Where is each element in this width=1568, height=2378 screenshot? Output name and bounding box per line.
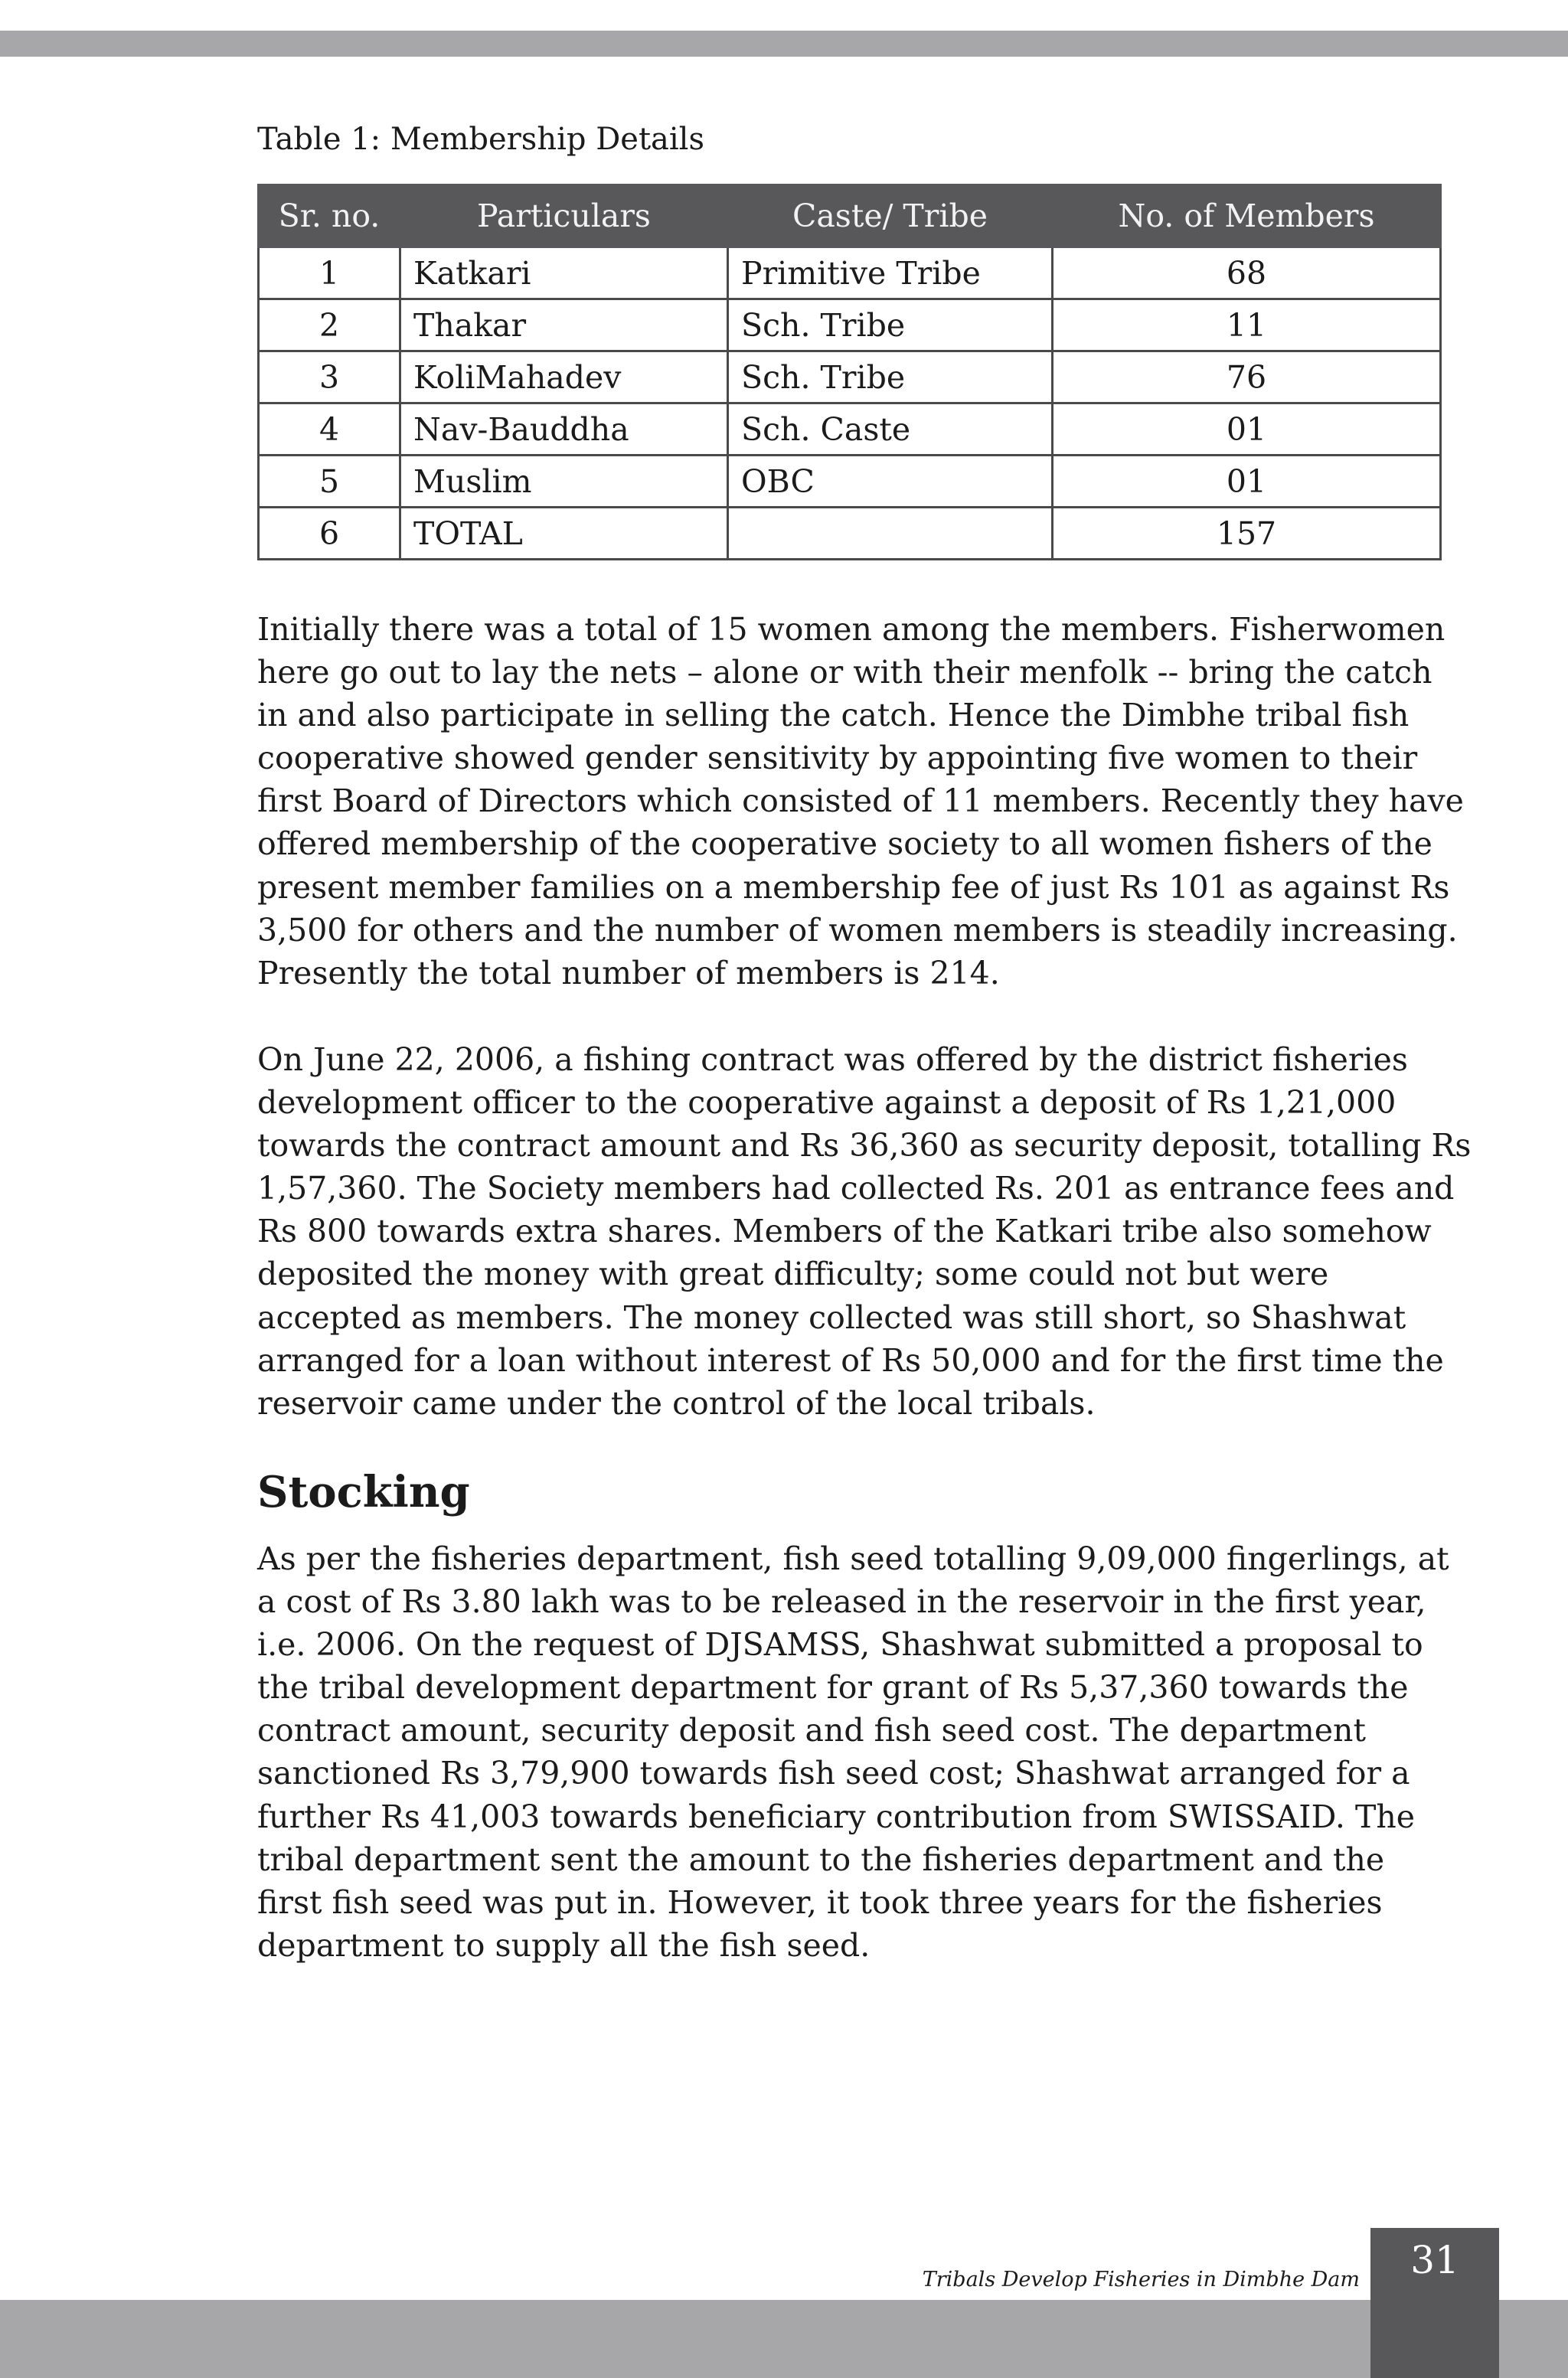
cell-particulars: Muslim: [400, 456, 728, 508]
text-line: offered membership of the cooperative society to all women fishers of the: [257, 825, 1432, 863]
cell-members: 76: [1053, 351, 1441, 403]
header-particulars: Particulars: [400, 185, 728, 247]
cell-particulars: Thakar: [400, 299, 728, 351]
cell-particulars: Nav-Bauddha: [400, 403, 728, 456]
text-line: here go out to lay the nets – alone or with their menfolk -- bring the catch: [257, 654, 1432, 691]
text-line: development officer to the cooperative against a deposit of Rs 1,21,000: [257, 1084, 1396, 1122]
table-row: [259, 299, 1441, 351]
table-row: [259, 351, 1441, 403]
text-line: 1,57,360. The Society members had collected Rs. 201 as entrance fees and: [257, 1170, 1455, 1207]
cell-particulars: TOTAL: [400, 508, 728, 560]
cell-members: 01: [1053, 456, 1441, 508]
text-line: sanctioned Rs 3,79,900 towards fish seed cost; Shashwat arranged for a: [257, 1755, 1410, 1792]
cell-members: 157: [1053, 508, 1441, 560]
table-caption: Table 1: Membership Details: [257, 122, 704, 157]
text-line: towards the contract amount and Rs 36,360 as security deposit, totalling Rs: [257, 1127, 1472, 1165]
table-row: [259, 456, 1441, 508]
table-header-row: [259, 185, 1441, 247]
table-row: [259, 247, 1441, 299]
cell-sr-no: 5: [259, 456, 400, 508]
text-line: reservoir came under the control of the local tribals.: [257, 1384, 1096, 1422]
text-line: a cost of Rs 3.80 lakh was to be released in the reservoir in the first year,: [257, 1583, 1426, 1621]
text-line: the tribal development department for grant of Rs 5,37,360 towards the: [257, 1669, 1409, 1707]
text-line: Presently the total number of members is 214.: [257, 954, 1000, 991]
cell-sr-no: 1: [259, 247, 400, 299]
bottom-decorative-band: [0, 2300, 1568, 2378]
text-line: arranged for a loan without interest of Rs 50,000 and for the first time the: [257, 1341, 1444, 1379]
text-line: tribal department sent the amount to the fisheries department and the: [257, 1841, 1385, 1878]
text-line: contract amount, security deposit and fish seed cost. The department: [257, 1712, 1366, 1749]
text-line: i.e. 2006. On the request of DJSAMSS, Shashwat submitted a proposal to: [257, 1626, 1423, 1664]
cell-particulars: Katkari: [400, 247, 728, 299]
header-caste-tribe: Caste/ Tribe: [728, 185, 1053, 247]
text-line: first fish seed was put in. However, it took three years for the fisheries: [257, 1883, 1383, 1921]
text-line: in and also participate in selling the catch. Hence the Dimbhe tribal fish: [257, 697, 1410, 734]
text-line: On June 22, 2006, a fishing contract was offered by the district fisheries: [257, 1041, 1408, 1078]
text-line: first Board of Directors which consisted of 11 members. Recently they have: [257, 782, 1464, 820]
cell-caste-tribe: [728, 508, 1053, 560]
cell-caste-tribe: Sch. Tribe: [728, 351, 1053, 403]
text-line: deposited the money with great difficulty; some could not but were: [257, 1256, 1329, 1293]
text-line: Initially there was a total of 15 women among the members. Fisherwomen: [257, 611, 1446, 648]
cell-caste-tribe: Primitive Tribe: [728, 247, 1053, 299]
text-line: department to supply all the fish seed.: [257, 1926, 871, 1964]
top-decorative-band: [0, 31, 1568, 57]
table-row: [259, 403, 1441, 456]
header-no-of-members: No. of Members: [1053, 185, 1441, 247]
cell-caste-tribe: Sch. Caste: [728, 403, 1053, 456]
cell-members: 01: [1053, 403, 1441, 456]
cell-members: 11: [1053, 299, 1441, 351]
paragraph-stocking: [257, 1537, 1449, 1967]
cell-particulars: KoliMahadev: [400, 351, 728, 403]
text-line: Rs 800 towards extra shares. Members of the Katkari tribe also somehow: [257, 1213, 1432, 1250]
running-title: Tribals Develop Fisheries in Dimbhe Dam: [922, 2268, 1360, 2291]
cell-members: 68: [1053, 247, 1441, 299]
cell-caste-tribe: OBC: [728, 456, 1053, 508]
cell-sr-no: 6: [259, 508, 400, 560]
text-line: As per the fisheries department, fish seed totalling 9,09,000 fingerlings, at: [257, 1540, 1449, 1577]
text-line: 3,500 for others and the number of women members is steadily increasing.: [257, 911, 1458, 949]
text-line: present member families on a membership fee of just Rs 101 as against Rs: [257, 868, 1450, 906]
header-sr-no: Sr. no.: [259, 185, 400, 247]
cell-sr-no: 4: [259, 403, 400, 456]
text-line: further Rs 41,003 towards beneficiary contribution from SWISSAID. The: [257, 1798, 1415, 1835]
paragraph-fishing-contract: [257, 1038, 1472, 1425]
paragraph-women-members: [257, 608, 1464, 995]
text-line: accepted as members. The money collected was still short, so Shashwat: [257, 1298, 1406, 1336]
text-line: cooperative showed gender sensitivity by appointing five women to their: [257, 740, 1418, 777]
cell-caste-tribe: Sch. Tribe: [728, 299, 1053, 351]
cell-sr-no: 3: [259, 351, 400, 403]
page-number: 31: [1410, 2238, 1459, 2282]
cell-sr-no: 2: [259, 299, 400, 351]
membership-table: [257, 184, 1442, 560]
table-row-total: [259, 508, 1441, 560]
section-heading-stocking: Stocking: [257, 1467, 470, 1517]
